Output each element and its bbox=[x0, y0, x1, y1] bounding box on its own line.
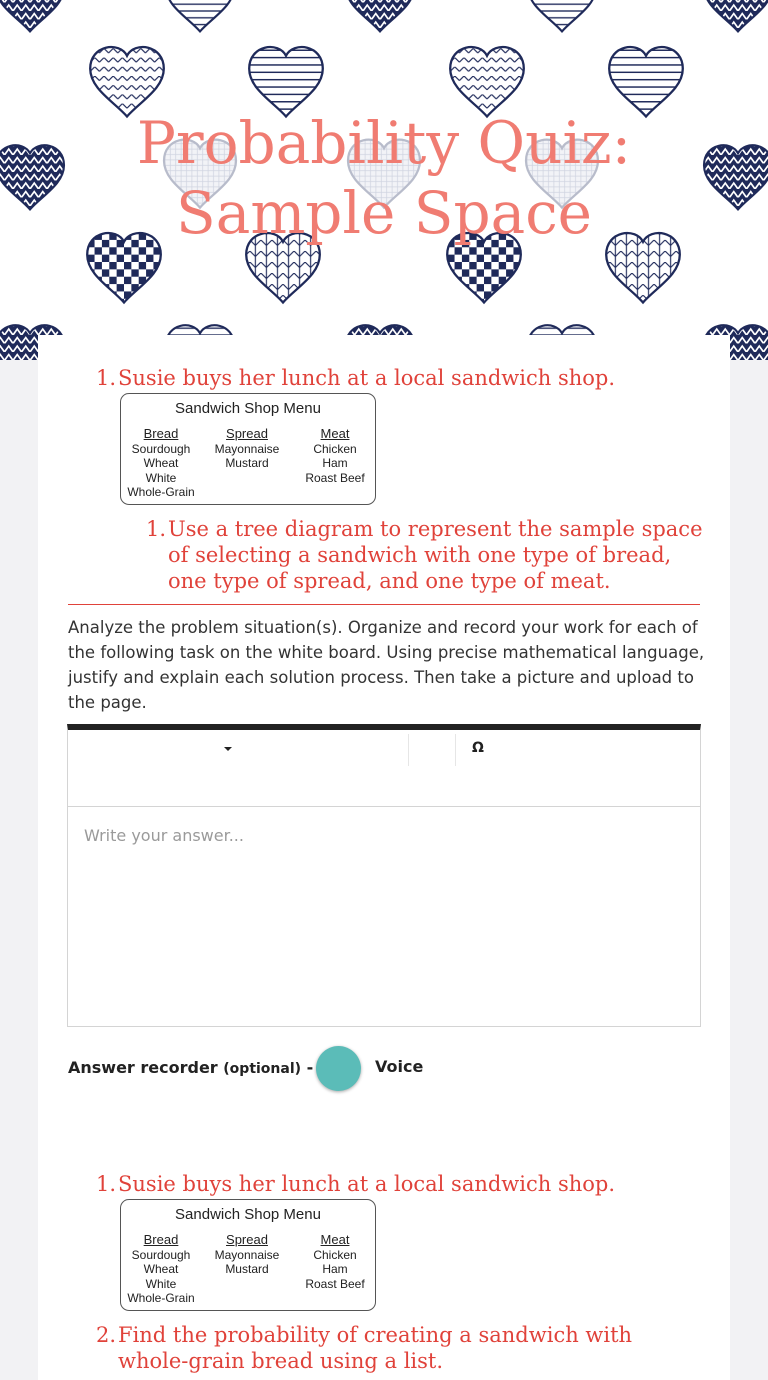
menu-bread-column: Bread Sourdough Wheat White Whole-Grain bbox=[127, 1232, 195, 1305]
answer-editor bbox=[67, 724, 701, 1027]
answer-textarea[interactable] bbox=[68, 808, 700, 1026]
menu-spread-column: Spread Mayonnaise Mustard bbox=[214, 426, 280, 470]
special-character-omega-icon[interactable]: Ω bbox=[472, 740, 484, 756]
record-voice-button[interactable] bbox=[316, 1046, 361, 1091]
format-dropdown-chevron-icon[interactable] bbox=[224, 747, 232, 751]
menu-bread-column: Bread Sourdough Wheat White Whole-Grain bbox=[127, 426, 195, 499]
menu-spread-column: Spread Mayonnaise Mustard bbox=[214, 1232, 280, 1276]
answer-recorder-label: Answer recorder (optional) - bbox=[68, 1058, 314, 1077]
toolbar-separator bbox=[455, 734, 456, 766]
voice-label: Voice bbox=[375, 1057, 424, 1076]
sandwich-menu-image-2: Sandwich Shop Menu Bread Sourdough Wheat White Whole-Grain Spread Mayonnaise Mustard Meat Chicken Ham Roast Beef bbox=[120, 1199, 376, 1311]
section-divider bbox=[68, 604, 700, 605]
page-title: Probability Quiz: Sample Space bbox=[136, 109, 632, 247]
instructions-text: Analyze the problem situation(s). Organize and record your work for each of the following task on the white board. Using precise mathematical language, justify and explain each solution process. Then take a picture and upload to the page. bbox=[68, 618, 705, 712]
toolbar-separator bbox=[408, 734, 409, 766]
sandwich-menu-image-1: Sandwich Shop Menu Bread Sourdough Wheat White Whole-Grain Spread Mayonnaise Mustard Meat Chicken Ham Roast Beef bbox=[120, 393, 376, 505]
menu-meat-column: Meat Chicken Ham Roast Beef bbox=[305, 426, 365, 485]
editor-toolbar bbox=[68, 730, 700, 807]
menu-meat-column: Meat Chicken Ham Roast Beef bbox=[305, 1232, 365, 1291]
header-banner bbox=[0, 0, 768, 360]
